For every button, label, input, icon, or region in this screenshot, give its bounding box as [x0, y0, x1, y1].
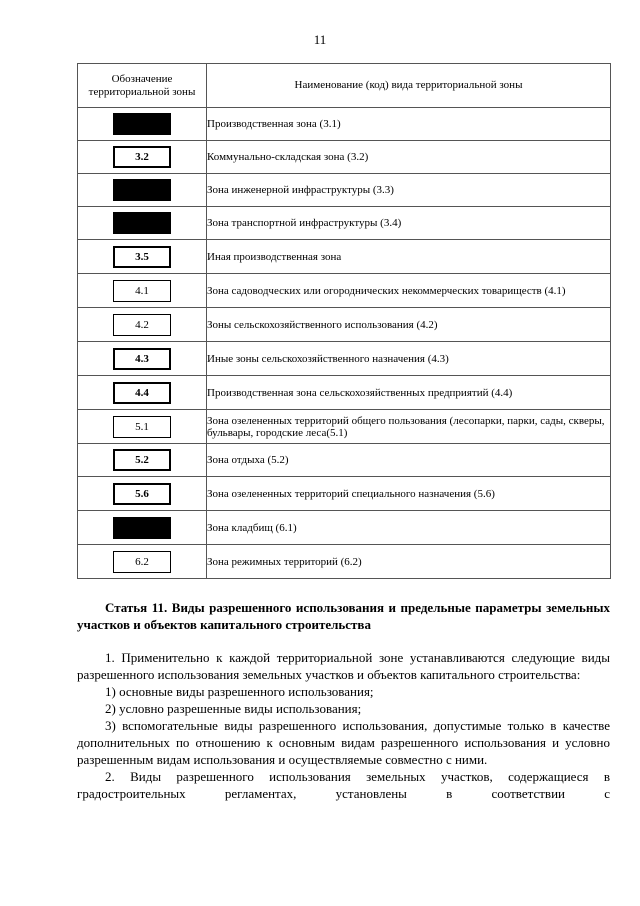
zone-name-cell: Зона озелененных территорий специального назначения (5.6): [207, 477, 611, 511]
zone-code-cell: [78, 274, 207, 308]
zone-name-cell: Зона садоводческих или огороднических некоммерческих товариществ (4.1): [207, 274, 611, 308]
header-name: Наименование (код) вида территориальной зоны: [207, 64, 611, 108]
zone-code-cell: [78, 174, 207, 207]
paragraph: 1) основные виды разрешенного использования;: [105, 684, 374, 699]
zone-swatch: 4.1: [113, 280, 171, 302]
zone-swatch: 4.3: [113, 348, 171, 370]
table-row: [78, 410, 611, 444]
article: [77, 599, 610, 802]
zone-name-cell: Зона транспортной инфраструктуры (3.4): [207, 207, 611, 240]
zone-swatch: 3.5: [113, 246, 171, 268]
zone-name-cell: Иная производственная зона: [207, 240, 611, 274]
paragraph: 2. Виды разрешенного использования земельных участков, содержащиеся в градостроительных регламентах, установлены в соответствии с: [77, 769, 610, 801]
zone-name-cell: Иные зоны сельскохозяйственного назначения (4.3): [207, 342, 611, 376]
zone-code-cell: [78, 141, 207, 174]
table-row: [78, 511, 611, 545]
zone-code-cell: [78, 308, 207, 342]
table-row: [78, 274, 611, 308]
zone-name-cell: Производственная зона (3.1): [207, 108, 611, 141]
zone-code-cell: [78, 240, 207, 274]
table-header-row: [78, 64, 611, 108]
zone-swatch: 4.2: [113, 314, 171, 336]
page-number: 11: [313, 32, 327, 47]
zone-swatch: 6.2: [113, 551, 171, 573]
zone-code-cell: [78, 108, 207, 141]
table-row: [78, 174, 611, 207]
article-title: Статья 11. Виды разрешенного использования и предельные параметры земельных участков и объектов капитального строительства: [77, 600, 610, 632]
zone-name-cell: Производственная зона сельскохозяйственных предприятий (4.4): [207, 376, 611, 410]
zone-swatch: 5.1: [113, 416, 171, 438]
table-row: [78, 545, 611, 579]
zone-code-cell: [78, 511, 207, 545]
zone-code-cell: [78, 410, 207, 444]
zone-code-cell: [78, 207, 207, 240]
table-row: [78, 108, 611, 141]
table-row: [78, 444, 611, 477]
header-code: Обозначение территориальной зоны: [78, 64, 207, 108]
zone-swatch: [113, 179, 171, 201]
zone-name-cell: Зона режимных территорий (6.2): [207, 545, 611, 579]
zone-swatch: [113, 517, 171, 539]
paragraph: 3) вспомогательные виды разрешенного использования, допустимые только в качестве дополнительных по отношению к основным видам разрешенного использования и условно разрешенным видам использования и осуществляемые совместно с ними.: [77, 718, 610, 767]
zone-swatch: 5.2: [113, 449, 171, 471]
zone-code-cell: [78, 342, 207, 376]
table-row: [78, 141, 611, 174]
table-row: [78, 376, 611, 410]
table-row: [78, 207, 611, 240]
zones-table-body: [78, 108, 611, 579]
table-row: [78, 240, 611, 274]
paragraph: 1. Применительно к каждой территориальной зоне устанавливаются следующие виды разрешенного использования земельных участков и объектов капитального строительства:: [77, 650, 610, 682]
zone-code-cell: [78, 545, 207, 579]
zone-name-cell: Зона инженерной инфраструктуры (3.3): [207, 174, 611, 207]
zone-swatch: 5.6: [113, 483, 171, 505]
zone-code-cell: [78, 376, 207, 410]
zone-name-cell: Коммунально-складская зона (3.2): [207, 141, 611, 174]
zone-name-cell: Зона отдыха (5.2): [207, 444, 611, 477]
zone-name-cell: Зона озелененных территорий общего пользования (лесопарки, парки, сады, скверы, бульвары, городские леса(5.1): [207, 410, 611, 444]
zone-swatch: 4.4: [113, 382, 171, 404]
paragraph: 2) условно разрешенные виды использования;: [105, 701, 362, 716]
zone-swatch: [113, 212, 171, 234]
zones-table: [77, 63, 611, 579]
zone-swatch: [113, 113, 171, 135]
table-row: [78, 342, 611, 376]
table-row: [78, 477, 611, 511]
zone-name-cell: Зона кладбищ (6.1): [207, 511, 611, 545]
zone-name-cell: Зоны сельскохозяйственного использования (4.2): [207, 308, 611, 342]
zone-code-cell: [78, 444, 207, 477]
zone-code-cell: [78, 477, 207, 511]
zone-swatch: 3.2: [113, 146, 171, 168]
table-row: [78, 308, 611, 342]
